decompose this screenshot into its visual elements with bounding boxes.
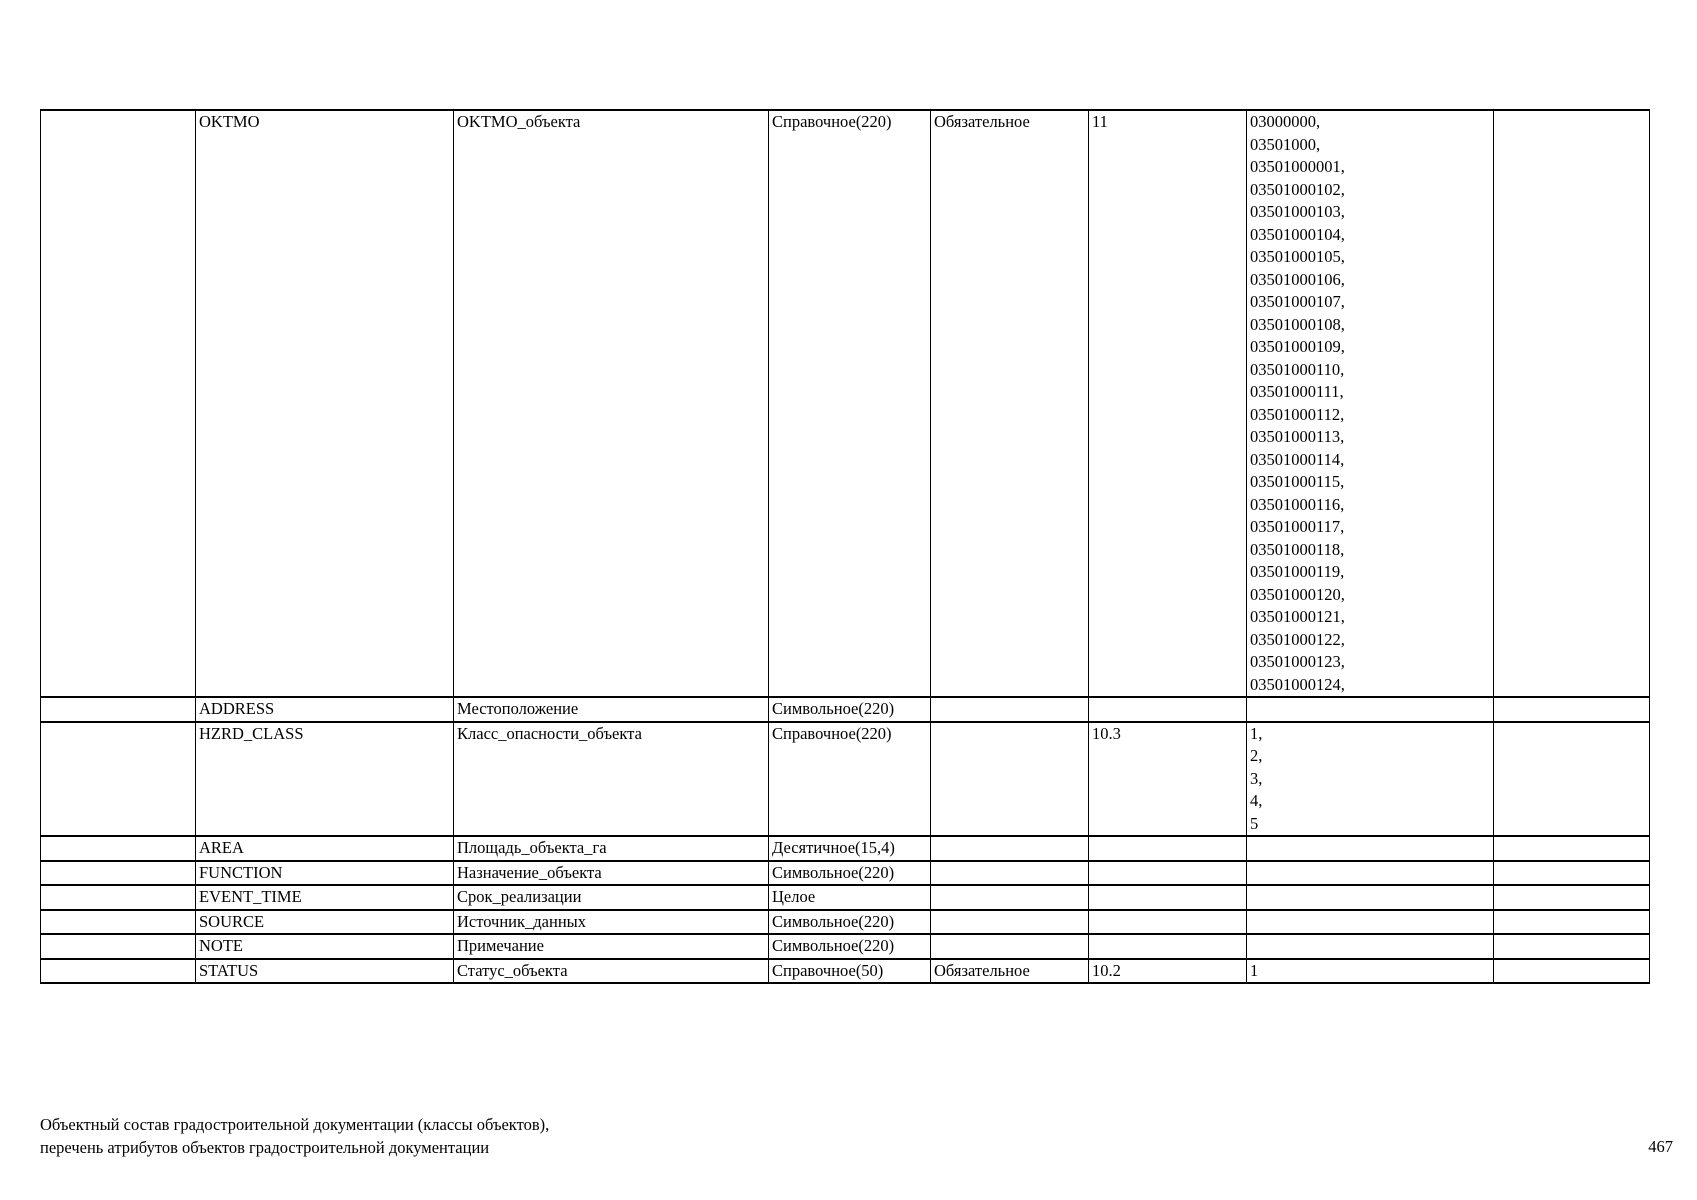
attribute-required-cell: [931, 861, 1089, 886]
notes-cell: [1494, 934, 1650, 959]
attribute-values-cell: [1247, 110, 1494, 697]
attribute-type-cell: Справочное(220): [769, 722, 931, 837]
attribute-required-cell: [931, 910, 1089, 935]
attribute-value: 03501000103,: [1250, 202, 1345, 221]
attribute-required-cell: [931, 722, 1089, 837]
attribute-required-cell: Обязательное: [931, 959, 1089, 984]
attribute-name-cell: Площадь_объекта_га: [454, 836, 769, 861]
attribute-value: 03501000108,: [1250, 314, 1345, 334]
table-row: [41, 836, 1650, 861]
attribute-values-cell: [1247, 836, 1494, 861]
attribute-values-cell: [1247, 959, 1494, 984]
table-row: [41, 910, 1650, 935]
attribute-value: 03501000113,: [1250, 427, 1345, 446]
attribute-reference-cell: 10.3: [1089, 722, 1247, 837]
notes-cell: [1494, 722, 1650, 837]
row-group-cell: [41, 934, 196, 959]
attribute-reference-cell: [1089, 885, 1247, 910]
attribute-value: 03501000106,: [1250, 269, 1345, 289]
attribute-value: 03501000119,: [1250, 562, 1345, 581]
attribute-reference-cell: [1089, 934, 1247, 959]
attribute-name-cell: Источник_данных: [454, 910, 769, 935]
table-row: [41, 885, 1650, 910]
row-group-cell: [41, 885, 196, 910]
attribute-code-cell: NOTE: [196, 934, 454, 959]
row-group-cell: [41, 861, 196, 886]
notes-cell: [1494, 836, 1650, 861]
attribute-value: 03501000105,: [1250, 247, 1345, 266]
attribute-value: 03501000115,: [1250, 472, 1345, 491]
table-row: [41, 110, 1650, 697]
attribute-reference-cell: [1089, 910, 1247, 935]
attribute-name-cell: Местоположение: [454, 697, 769, 722]
notes-cell: [1494, 885, 1650, 910]
attribute-name-cell: Класс_опасности_объекта: [454, 722, 769, 837]
attribute-value: 03501000117,: [1250, 517, 1345, 536]
page-number: 467: [1648, 1137, 1673, 1156]
attribute-value: 2,: [1250, 746, 1263, 765]
attribute-values-cell: [1247, 722, 1494, 837]
notes-cell: [1494, 110, 1650, 697]
attribute-value: 03501000112,: [1250, 404, 1345, 424]
attribute-value: 03501000124,: [1250, 674, 1345, 694]
attribute-value: 03501000120,: [1250, 584, 1345, 604]
attribute-type-cell: Целое: [769, 885, 931, 910]
attribute-required-cell: [931, 697, 1089, 722]
attribute-value: 1,: [1250, 723, 1263, 743]
attribute-reference-cell: [1089, 836, 1247, 861]
attributes-table-body: [41, 110, 1650, 983]
attribute-code-cell: AREA: [196, 836, 454, 861]
notes-cell: [1494, 959, 1650, 984]
attribute-values-cell: [1247, 861, 1494, 886]
table-row: [41, 722, 1650, 837]
attribute-value: 03501000102,: [1250, 179, 1345, 199]
attribute-name-cell: OKTMO_объекта: [454, 110, 769, 697]
attribute-value: 1: [1250, 960, 1259, 980]
attribute-value: 03501000118,: [1250, 539, 1345, 559]
attribute-type-cell: Справочное(50): [769, 959, 931, 984]
table-row: [41, 697, 1650, 722]
attribute-values-cell: [1247, 885, 1494, 910]
row-group-cell: [41, 722, 196, 837]
attribute-value: 4,: [1250, 791, 1263, 810]
attribute-required-cell: [931, 934, 1089, 959]
table-row: [41, 861, 1650, 886]
caption-line-1: Объектный состав градостроительной документации (классы объектов),: [40, 1115, 550, 1134]
caption-line-2: перечень атрибутов объектов градостроительной документации: [40, 1138, 490, 1157]
table-row: [41, 934, 1650, 959]
attribute-code-cell: EVENT_TIME: [196, 885, 454, 910]
attribute-type-cell: Символьное(220): [769, 861, 931, 886]
attribute-code-cell: SOURCE: [196, 910, 454, 935]
attribute-name-cell: Назначение_объекта: [454, 861, 769, 886]
attribute-code-cell: OKTMO: [196, 110, 454, 697]
table-row: [41, 959, 1650, 984]
attribute-value: 03501000109,: [1250, 337, 1345, 356]
attribute-value: 03000000,: [1250, 112, 1321, 131]
attribute-value: 03501000001,: [1250, 157, 1345, 176]
attribute-values-cell: [1247, 697, 1494, 722]
attribute-type-cell: Символьное(220): [769, 910, 931, 935]
attribute-type-cell: Символьное(220): [769, 934, 931, 959]
attribute-required-cell: [931, 885, 1089, 910]
row-group-cell: [41, 959, 196, 984]
attributes-table: [40, 109, 1650, 984]
row-group-cell: [41, 110, 196, 697]
row-group-cell: [41, 910, 196, 935]
attribute-type-cell: Символьное(220): [769, 697, 931, 722]
attribute-value: 03501000122,: [1250, 629, 1345, 649]
attribute-value: 03501000104,: [1250, 224, 1345, 244]
attribute-value: 03501000121,: [1250, 607, 1345, 626]
attribute-code-cell: ADDRESS: [196, 697, 454, 722]
attribute-reference-cell: 11: [1089, 110, 1247, 697]
attribute-code-cell: STATUS: [196, 959, 454, 984]
attribute-code-cell: FUNCTION: [196, 861, 454, 886]
notes-cell: [1494, 697, 1650, 722]
attribute-value: 5: [1250, 813, 1259, 833]
notes-cell: [1494, 910, 1650, 935]
attribute-value: 03501000107,: [1250, 292, 1345, 311]
notes-cell: [1494, 861, 1650, 886]
attribute-type-cell: Справочное(220): [769, 110, 931, 697]
attribute-reference-cell: 10.2: [1089, 959, 1247, 984]
attribute-value: 03501000,: [1250, 134, 1321, 154]
attribute-value: 03501000111,: [1250, 382, 1344, 401]
attribute-value: 03501000116,: [1250, 494, 1345, 514]
attribute-values-cell: [1247, 910, 1494, 935]
attribute-code-cell: HZRD_CLASS: [196, 722, 454, 837]
row-group-cell: [41, 836, 196, 861]
attribute-value: 3,: [1250, 768, 1263, 788]
row-group-cell: [41, 697, 196, 722]
attribute-name-cell: Примечание: [454, 934, 769, 959]
attribute-name-cell: Срок_реализации: [454, 885, 769, 910]
attribute-reference-cell: [1089, 697, 1247, 722]
attribute-reference-cell: [1089, 861, 1247, 886]
attribute-required-cell: [931, 836, 1089, 861]
attribute-type-cell: Десятичное(15,4): [769, 836, 931, 861]
attribute-name-cell: Статус_объекта: [454, 959, 769, 984]
attribute-value: 03501000110,: [1250, 359, 1345, 379]
document-caption: [40, 1113, 549, 1159]
attribute-required-cell: Обязательное: [931, 110, 1089, 697]
attribute-values-cell: [1247, 934, 1494, 959]
attribute-value: 03501000114,: [1250, 449, 1345, 469]
attribute-value: 03501000123,: [1250, 652, 1345, 671]
